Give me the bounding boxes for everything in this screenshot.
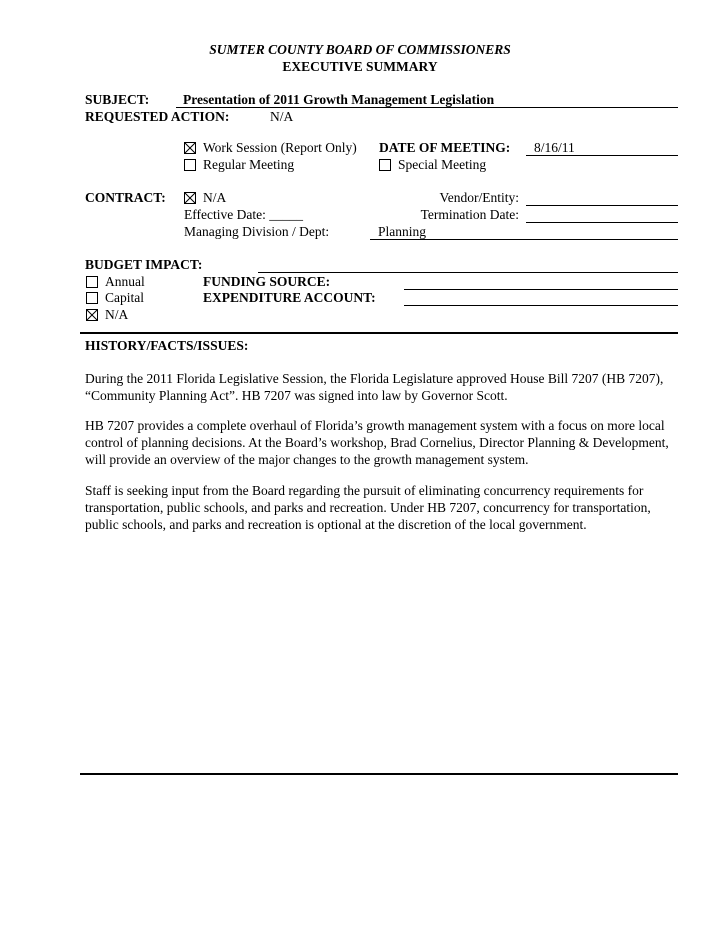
checkbox-x-icon xyxy=(87,310,97,320)
vendor-entity-label: Vendor/Entity: xyxy=(439,190,519,205)
expenditure-account-label: EXPENDITURE ACCOUNT: xyxy=(203,290,376,305)
board-title: SUMTER COUNTY BOARD OF COMMISSIONERS xyxy=(209,42,511,57)
budget-na-checkbox[interactable] xyxy=(86,309,98,321)
date-of-meeting-label: DATE OF MEETING: xyxy=(379,140,511,155)
regular-meeting-label: Regular Meeting xyxy=(203,157,295,172)
budget-impact-field[interactable] xyxy=(258,272,678,273)
managing-division-label: Managing Division / Dept: xyxy=(184,224,330,239)
requested-action-value: N/A xyxy=(270,109,294,124)
capital-checkbox[interactable] xyxy=(86,292,98,304)
history-paragraph-1: During the 2011 Florida Legislative Session, the Florida Legislature approved House Bill 7207 (HB 7207), “Community Planning Act”. HB 7207 was signed into law by Governor Scott. xyxy=(85,371,664,403)
document-title: EXECUTIVE SUMMARY xyxy=(282,59,438,74)
subject-label: SUBJECT: xyxy=(85,92,150,107)
special-meeting-label: Special Meeting xyxy=(398,157,487,172)
annual-label: Annual xyxy=(105,274,145,289)
capital-label: Capital xyxy=(105,290,144,305)
history-label: HISTORY/FACTS/ISSUES: xyxy=(85,338,249,353)
history-paragraph-2: HB 7207 provides a complete overhaul of Florida’s growth management system with a focus on more local control of planning decisions. At the Board’s workshop, Brad Cornelius, Director Planning & Development, will provide an overview of the major changes to the growth management system. xyxy=(85,418,669,467)
work-session-label: Work Session (Report Only) xyxy=(203,140,357,155)
vendor-entity-field[interactable] xyxy=(526,205,678,206)
regular-meeting-checkbox[interactable] xyxy=(184,159,196,171)
funding-source-field[interactable] xyxy=(404,289,678,290)
contract-na-checkbox[interactable] xyxy=(184,192,196,204)
termination-date-field[interactable] xyxy=(526,222,678,223)
checkbox-x-icon xyxy=(185,143,195,153)
work-session-checkbox[interactable] xyxy=(184,142,196,154)
effective-date-label: Effective Date: _____ xyxy=(184,207,303,222)
contract-label: CONTRACT: xyxy=(85,190,166,205)
expenditure-account-field[interactable] xyxy=(404,305,678,306)
annual-checkbox[interactable] xyxy=(86,276,98,288)
subject-value: Presentation of 2011 Growth Management Legislation xyxy=(183,92,495,107)
budget-na-label: N/A xyxy=(105,307,129,322)
funding-source-label: FUNDING SOURCE: xyxy=(203,274,331,289)
date-of-meeting-value: 8/16/11 xyxy=(534,140,575,155)
footer-divider xyxy=(80,773,678,775)
managing-division-value: Planning xyxy=(378,224,427,239)
section-divider xyxy=(80,332,678,334)
requested-action-label: REQUESTED ACTION: xyxy=(85,109,230,124)
budget-impact-label: BUDGET IMPACT: xyxy=(85,257,203,272)
contract-na-label: N/A xyxy=(203,190,227,205)
termination-date-label: Termination Date: xyxy=(420,207,519,222)
history-paragraph-3: Staff is seeking input from the Board regarding the pursuit of eliminating concurrency requirements for transportation, public schools, and parks and recreation. Under HB 7207, concurrency for transportation, public schools, and parks and recreation is optional at the discretion of the local government. xyxy=(85,483,651,532)
special-meeting-checkbox[interactable] xyxy=(379,159,391,171)
checkbox-x-icon xyxy=(185,193,195,203)
